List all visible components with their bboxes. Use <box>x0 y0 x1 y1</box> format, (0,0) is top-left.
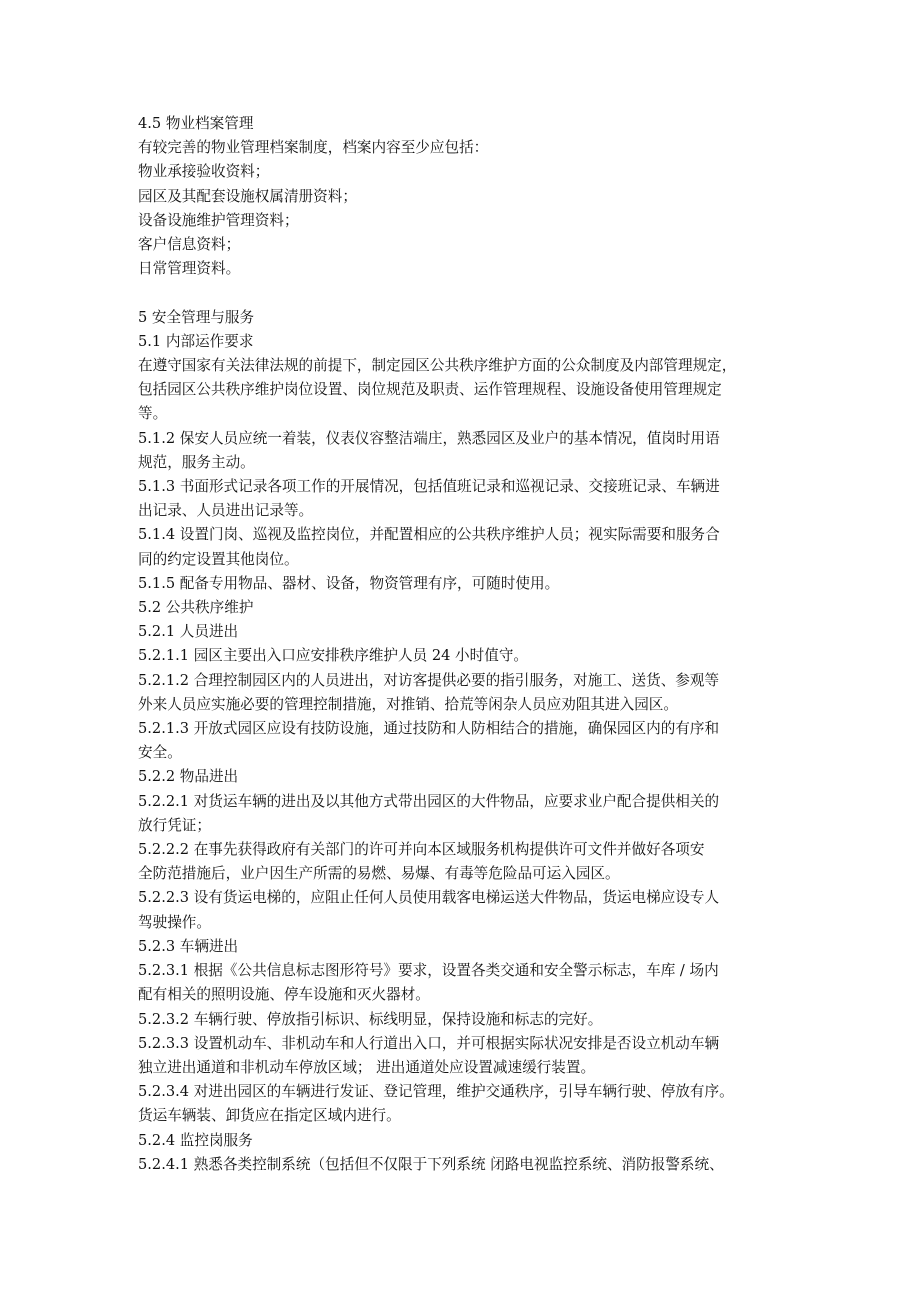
paragraph <box>138 717 790 765</box>
paragraph <box>138 765 790 789</box>
text-line: 5.1 内部运作要求 <box>138 332 254 350</box>
paragraph-spacer <box>138 281 790 305</box>
text-line: 园区及其配套设施权属清册资料； <box>138 187 357 205</box>
paragraph <box>138 330 790 354</box>
paragraph <box>138 233 790 257</box>
paragraph <box>138 1153 790 1177</box>
text-line: 全防范措施后，业户因生产所需的易燃、易爆、有毒等危险品可运入园区。 <box>138 865 620 883</box>
text-line: 安全。 <box>138 744 182 762</box>
text-line: 5.1.5 配备专用物品、器材、设备，物资管理有序，可随时使用。 <box>138 574 560 592</box>
paragraph <box>138 523 790 571</box>
text-line: 有较完善的物业管理档案制度，档案内容至少应包括： <box>138 139 489 157</box>
paragraph <box>138 1008 790 1032</box>
paragraph <box>138 838 790 886</box>
text-line: 5.2.2 物品进出 <box>138 768 239 786</box>
text-line: 5.2.3 车辆进出 <box>138 937 239 955</box>
text-line: 5.2 公共秩序维护 <box>138 599 254 617</box>
text-line: 出记录、人员进出记录等。 <box>138 502 314 520</box>
text-line: 日常管理资料。 <box>138 260 241 278</box>
text-line: 5.2.4 监控岗服务 <box>138 1131 253 1149</box>
paragraph <box>138 959 790 1007</box>
text-line: 5.1.2 保安人员应统一着装，仪表仪容整洁端庄，熟悉园区及业户的基本情况，值岗时用语 <box>138 429 720 447</box>
text-line: 设备设施维护管理资料； <box>138 211 299 229</box>
text-line: 放行凭证； <box>138 816 211 834</box>
paragraph <box>138 1080 790 1128</box>
text-line: 5.2.1 人员进出 <box>138 623 239 641</box>
paragraph <box>138 306 790 330</box>
text-line: 5.2.2.2 在事先获得政府有关部门的许可并向本区域服务机构提供许可文件并做好各项安 <box>138 841 705 859</box>
text-line: 包括园区公共秩序维护岗位设置、岗位规范及职责、运作管理规程、设施设备使用管理规定 <box>138 381 722 399</box>
paragraph <box>138 1032 790 1080</box>
document-body <box>138 112 790 1177</box>
text-line: 5.2.1.2 合理控制园区内的人员进出，对访客提供必要的指引服务，对施工、送货、参观等 <box>138 671 720 689</box>
paragraph <box>138 427 790 475</box>
text-line: 5.2.4.1 熟悉各类控制系统（包括但不仅限于下列系统 闭路电视监控系统、消防报警系统、 <box>138 1155 724 1173</box>
paragraph <box>138 572 790 596</box>
text-line: 5 安全管理与服务 <box>138 308 255 326</box>
text-line: 外来人员应实施必要的管理控制措施，对推销、拾荒等闲杂人员应劝阻其进入园区。 <box>138 695 678 713</box>
text-line: 5.2.3.4 对进出园区的车辆进行发证、登记管理，维护交通秩序，引导车辆行驶、停放有序。 <box>138 1083 734 1101</box>
paragraph <box>138 669 790 717</box>
paragraph <box>138 620 790 644</box>
paragraph <box>138 160 790 184</box>
text-line: 5.1.3 书面形式记录各项工作的开展情况，包括值班记录和巡视记录、交接班记录、车辆进 <box>138 478 720 496</box>
text-line: 5.1.4 设置门岗、巡视及监控岗位，并配置相应的公共秩序维护人员；视实际需要和服务合 <box>138 526 720 544</box>
paragraph <box>138 185 790 209</box>
text-line: 规范，服务主动。 <box>138 453 255 471</box>
text-line: 同的约定设置其他岗位。 <box>138 550 299 568</box>
text-line: 驾驶操作。 <box>138 913 211 931</box>
text-line: 独立进出通道和非机动车停放区域； 进出通道处应设置减速缓行装置。 <box>138 1058 596 1076</box>
paragraph <box>138 475 790 523</box>
paragraph <box>138 354 790 427</box>
text-line: 等。 <box>138 405 168 423</box>
paragraph <box>138 644 790 668</box>
paragraph <box>138 1129 790 1153</box>
paragraph <box>138 257 790 281</box>
text-line: 在遵守国家有关法律法规的前提下，制定园区公共秩序维护方面的公众制度及内部管理规定， <box>138 357 737 375</box>
text-line: 5.2.2.1 对货运车辆的进出及以其他方式带出园区的大件物品，应要求业户配合提供相关的 <box>138 792 720 810</box>
paragraph <box>138 886 790 934</box>
text-line: 4.5 物业档案管理 <box>138 115 254 132</box>
paragraph <box>138 596 790 620</box>
text-line: 5.2.1.3 开放式园区应设有技防设施，通过技防和人防相结合的措施，确保园区内的有序和 <box>138 720 720 738</box>
paragraph <box>138 112 790 136</box>
paragraph <box>138 209 790 233</box>
text-line: 配有相关的照明设施、停车设施和灭火器材。 <box>138 986 430 1004</box>
text-line: 5.2.3.3 设置机动车、非机动车和人行道出入口，并可根据实际状况安排是否设立机动车辆 <box>138 1034 720 1052</box>
text-line: 5.2.2.3 设有货运电梯的，应阻止任何人员使用载客电梯运送大件物品，货运电梯应设专人 <box>138 889 720 907</box>
text-line: 5.2.3.1 根据《公共信息标志图形符号》要求，设置各类交通和安全警示标志，车库 / 场内 <box>138 962 719 980</box>
text-line: 5.2.1.1 园区主要出入口应安排秩序维护人员 24 小时值守。 <box>138 647 529 665</box>
text-line: 物业承接验收资料； <box>138 163 270 181</box>
text-line: 货运车辆装、卸货应在指定区域内进行。 <box>138 1107 401 1125</box>
paragraph <box>138 136 790 160</box>
text-line: 5.2.3.2 车辆行驶、停放指引标识、标线明显，保持设施和标志的完好。 <box>138 1010 603 1028</box>
text-line: 客户信息资料； <box>138 236 241 254</box>
paragraph <box>138 790 790 838</box>
paragraph <box>138 935 790 959</box>
